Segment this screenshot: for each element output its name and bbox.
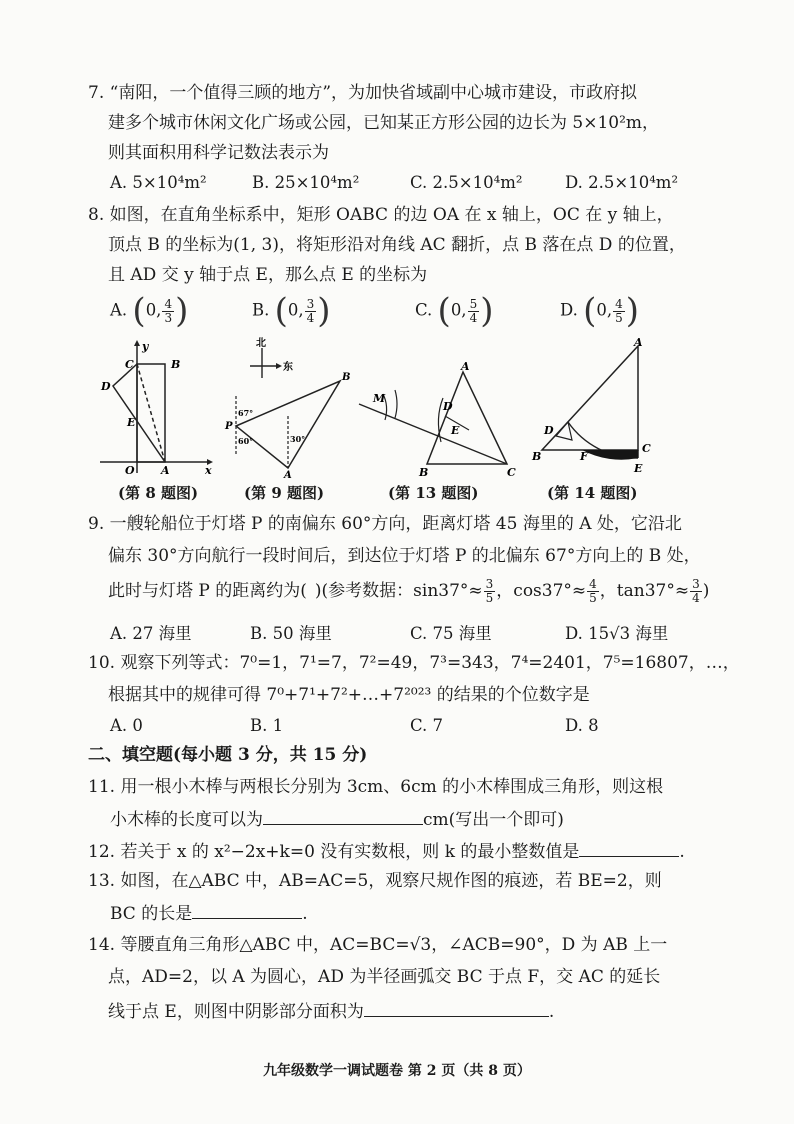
fig8-label-b: B <box>171 358 181 371</box>
figure-8-caption: (第 8 题图) <box>118 484 199 502</box>
q7-option-b: B. 25×10⁴m² <box>252 173 360 192</box>
page-footer: 九年级数学一调试题卷 第 2 页（共 8 页） <box>263 1063 531 1079</box>
fig8-label-o: O <box>125 464 135 477</box>
fig8-label-y: y <box>142 340 149 353</box>
q7-line3: 则其面积用科学记数法表示为 <box>108 143 329 163</box>
q8-line2: 顶点 B 的坐标为(1, 3)，将矩形沿对角线 AC 翻折，点 B 落在点 D 的位置， <box>108 235 686 255</box>
fig13-label-m: M <box>373 392 386 405</box>
fig13-label-b: B <box>419 466 429 478</box>
q9-line3: 此时与灯塔 P 的距离约为( )(参考数据：sin37°≈ $\frac{3}{5}$ ，cos37°≈ $\frac{4}{5}$ ，tan37°≈ $\frac{3}{4}$ ) <box>108 577 710 605</box>
fig9-label-b: B <box>342 372 351 383</box>
fig9-angle-30: 30° <box>290 434 306 444</box>
q8-option-b: B. (0, $\frac{3}{4}$ ) <box>252 291 331 331</box>
fig14-label-c: C <box>642 442 651 455</box>
q10-option-a: A. 0 <box>110 716 143 735</box>
fig8-label-a: A <box>161 464 170 477</box>
q7-option-d: D. 2.5×10⁴m² <box>565 173 679 192</box>
q9-option-a: A. 27 海里 <box>110 624 192 643</box>
fig9-label-p: P <box>225 421 233 432</box>
q13-line1: 13. 如图，在△ABC 中，AB=AC=5，观察尺规作图的痕迹，若 BE=2，则 <box>88 871 662 891</box>
q13-line2: BC 的长是 . <box>110 900 308 925</box>
q9-option-c: C. 75 海里 <box>410 624 492 643</box>
fig14-label-f: F <box>580 450 588 463</box>
q7-line2: 建多个城市休闲文化广场或公园，已知某正方形公园的边长为 5×10²m， <box>108 113 660 133</box>
q11-line2: 小木棒的长度可以为 cm(写出一个即可) <box>110 806 564 831</box>
q7-option-c: C. 2.5×10⁴m² <box>410 173 523 192</box>
fig13-label-e: E <box>451 424 460 437</box>
figure-13-caption: (第 13 题图) <box>388 484 479 502</box>
fig8-label-x: x <box>205 464 212 477</box>
q9-line1: 9. 一艘轮船位于灯塔 P 的南偏东 60°方向，距离灯塔 45 海里的 A 处，它沿北 <box>88 514 682 534</box>
figure-8 <box>95 338 220 478</box>
fig14-label-a: A <box>634 336 643 349</box>
q9-option-b: B. 50 海里 <box>250 624 332 643</box>
figure-13 <box>355 358 530 478</box>
q9-option-d: D. 15√3 海里 <box>565 624 669 643</box>
q14-answer-blank[interactable] <box>364 998 549 1017</box>
q8-line1: 8. 如图，在直角坐标系中，矩形 OABC 的边 OA 在 x 轴上，OC 在 y 轴上， <box>88 205 674 225</box>
fig9-angle-60: 60° <box>238 436 254 446</box>
q14-line1: 14. 等腰直角三角形△ABC 中，AC=BC=√3，∠ACB=90°，D 为 AB 上一 <box>88 935 668 955</box>
fig13-label-d: D <box>443 400 453 413</box>
q7-line1: 7. “南阳，一个值得三顾的地方”，为加快省域副中心城市建设，市政府拟 <box>88 83 638 103</box>
q10-option-b: B. 1 <box>250 716 284 735</box>
fig14-label-b: B <box>532 450 542 463</box>
fig8-label-d: D <box>101 380 111 393</box>
q12-answer-blank[interactable] <box>579 838 679 857</box>
q10-line2: 根据其中的规律可得 7⁰+7¹+7²+…+7²⁰²³ 的结果的个位数字是 <box>108 685 590 705</box>
q8-line3: 且 AD 交 y 轴于点 E，那么点 E 的坐标为 <box>108 265 428 285</box>
q8-option-c: C. (0, $\frac{5}{4}$ ) <box>415 291 494 331</box>
q9-line2: 偏东 30°方向航行一段时间后，到达位于灯塔 P 的北偏东 67°方向上的 B 处， <box>108 546 701 566</box>
fig13-label-a: A <box>461 360 470 373</box>
fig14-label-d: D <box>544 424 554 437</box>
fig13-label-c: C <box>507 466 516 478</box>
fig9-label-east: 东 <box>283 362 293 373</box>
fig14-label-e: E <box>634 462 643 475</box>
q12-line1: 12. 若关于 x 的 x²−2x+k=0 没有实数根，则 k 的最小整数值是 . <box>88 838 685 863</box>
q10-option-d: D. 8 <box>565 716 599 735</box>
figure-9 <box>222 336 352 478</box>
q8-option-d: D. (0, $\frac{4}{5}$ ) <box>560 291 640 331</box>
fig9-label-north: 北 <box>256 338 266 349</box>
q14-line3: 线于点 E，则图中阴影部分面积为 . <box>108 998 554 1023</box>
fig9-angle-67: 67° <box>238 408 254 418</box>
q7-option-a: A. 5×10⁴m² <box>110 173 207 192</box>
fig8-label-c: C <box>125 358 134 371</box>
q11-line1: 11. 用一根小木棒与两根长分别为 3cm、6cm 的小木棒围成三角形，则这根 <box>88 777 664 797</box>
figure-14-caption: (第 14 题图) <box>547 484 638 502</box>
figure-14 <box>530 336 660 478</box>
q10-option-c: C. 7 <box>410 716 444 735</box>
q10-line1: 10. 观察下列等式：7⁰=1，7¹=7，7²=49，7³=343，7⁴=2401，7⁵=16807，…， <box>88 653 740 673</box>
q14-line2: 点，AD=2，以 A 为圆心，AD 为半径画弧交 BC 于点 F，交 AC 的延长 <box>108 967 661 987</box>
q8-option-a: A. (0, $\frac{4}{3}$ ) <box>110 291 189 331</box>
q11-answer-blank[interactable] <box>263 806 423 825</box>
figure-9-caption: (第 9 题图) <box>244 484 325 502</box>
section-2-heading: 二、填空题(每小题 3 分，共 15 分) <box>88 745 368 765</box>
fig9-label-a: A <box>284 470 292 478</box>
q13-answer-blank[interactable] <box>192 900 302 919</box>
fig8-label-e: E <box>127 416 136 429</box>
